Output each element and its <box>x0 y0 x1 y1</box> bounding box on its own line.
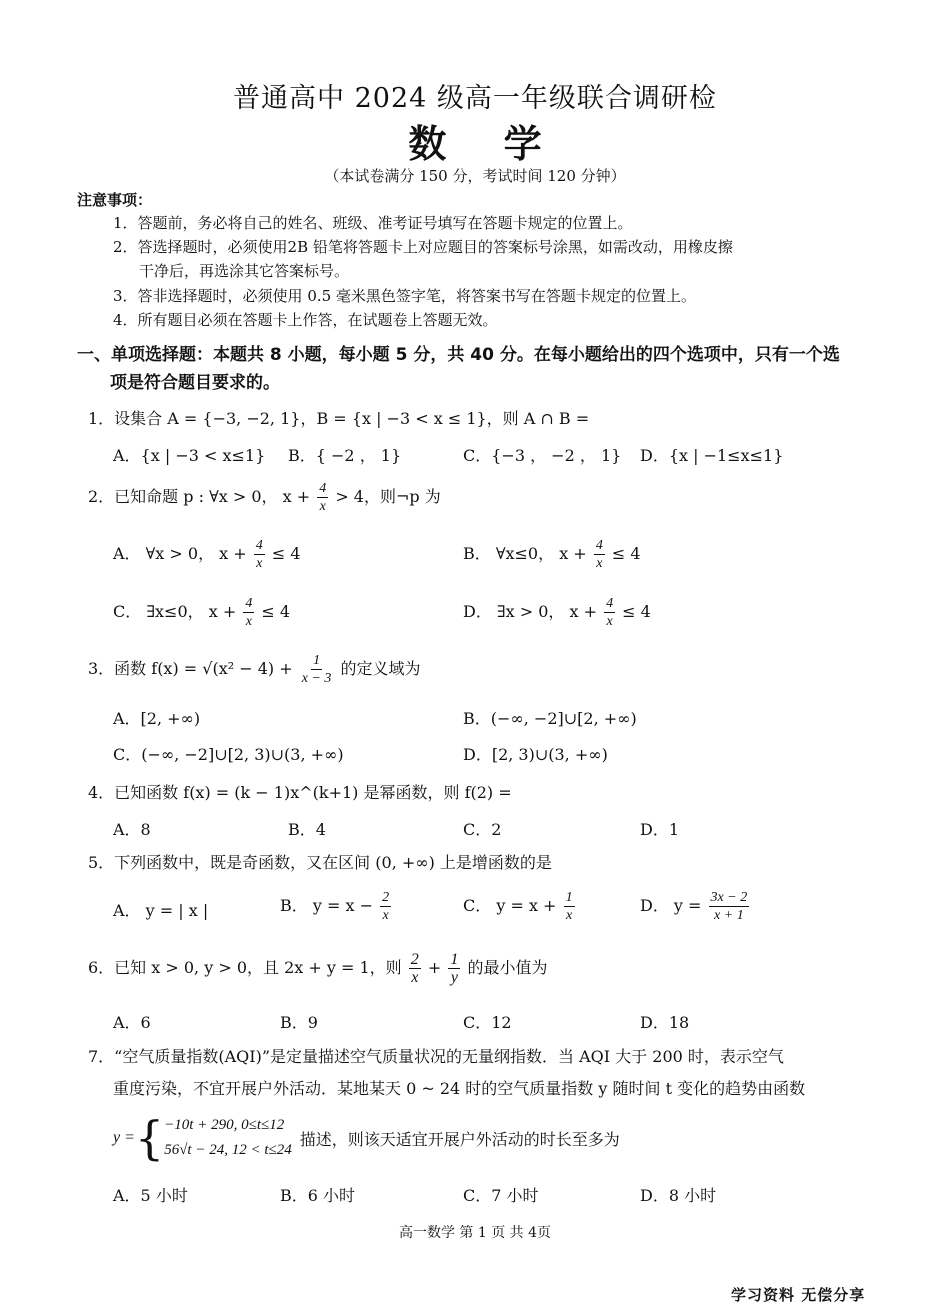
q3-stem-part: 的定义域为 <box>340 659 421 678</box>
option-fraction <box>604 595 615 630</box>
frac-numerator: 4 <box>606 596 614 611</box>
q6-stem-part: 的最小值为 <box>467 958 548 977</box>
q1-option-a: A．{x | −3 < x≤1} <box>113 446 266 465</box>
q6-fraction <box>409 951 421 986</box>
option-text: D． y = <box>640 896 702 915</box>
question-7-line: 重度污染，不宜开展户外活动．某地某天 0 ~ 24 时的空气质量指数 y 随时间 t 变化的趋势由函数 <box>113 1079 806 1098</box>
notice-item: 1．答题前，务必将自己的姓名、班级、准考证号填写在答题卡规定的位置上。 <box>113 214 633 232</box>
piecewise-case: 56√t − 24, 12 < t≤24 <box>164 1142 292 1158</box>
frac-numerator: 2 <box>410 951 419 968</box>
exam-note: （本试卷满分 150 分，考试时间 120 分钟） <box>324 167 626 185</box>
frac-denominator: x <box>256 556 263 571</box>
q3-option-d: D．[2, 3)∪(3, +∞) <box>463 745 608 764</box>
frac-denominator: x <box>565 908 573 923</box>
frac-denominator: x <box>245 614 252 629</box>
option-text: ≤ 4 <box>271 544 301 563</box>
q6-option-d: D．18 <box>640 1013 690 1032</box>
q2-option-a <box>113 537 301 572</box>
option-fraction <box>594 537 605 572</box>
q5-option-c <box>463 889 577 924</box>
option-text: A． ∀x > 0， x + <box>113 544 247 563</box>
q5-option-d <box>640 889 751 924</box>
q1-option-b: B．{ −2 ， 1} <box>288 446 402 465</box>
frac-denominator: y <box>450 969 458 986</box>
option-text: C． ∃x≤0， x + <box>113 602 237 621</box>
q4-option-d: D．1 <box>640 820 680 839</box>
question-5-stem: 5．下列函数中，既是奇函数，又在区间 (0, +∞) 上是增函数的是 <box>88 853 552 872</box>
frac-denominator: x <box>411 969 419 986</box>
q5-option-b <box>280 889 393 924</box>
q7-stem-tail: 描述，则该天适宜开展户外活动的时长至多为 <box>299 1129 620 1149</box>
q7-piecewise <box>113 1113 620 1163</box>
question-1-stem: 1．设集合 A = {−3, −2, 1}，B = {x | −3 < x ≤ 1}，则 A ∩ B = <box>88 409 590 428</box>
q6-option-c: C．12 <box>463 1013 512 1032</box>
question-7-line: 7．“空气质量指数(AQI)”是定量描述空气质量状况的无量纲指数．当 AQI 大于 200 时，表示空气 <box>88 1047 784 1066</box>
option-fraction <box>709 889 750 924</box>
frac-denominator: x <box>596 556 603 571</box>
frac-numerator: 4 <box>595 538 603 553</box>
q3-stem-part: 3．函数 f(x) = √(x² − 4) + <box>88 659 293 678</box>
q4-option-b: B．4 <box>288 820 326 839</box>
q2-option-b <box>463 537 641 572</box>
frac-numerator: 4 <box>255 538 263 553</box>
notice-item: 4．所有题目必须在答题卡上作答，在试题卷上答题无效。 <box>113 311 498 329</box>
question-2-stem <box>88 480 441 515</box>
q2-stem-part: 2．已知命题 p : ∀x > 0， x + <box>88 487 311 506</box>
option-fraction <box>243 595 254 630</box>
option-text: ≤ 4 <box>611 544 641 563</box>
q2-stem-part: > 4，则¬p 为 <box>335 487 441 506</box>
frac-numerator: 4 <box>319 481 327 496</box>
q7-option-a: A．5 小时 <box>113 1186 188 1205</box>
q6-option-b: B．9 <box>280 1013 318 1032</box>
option-fraction <box>380 889 391 924</box>
section-heading <box>77 341 877 397</box>
option-text: B． ∀x≤0， x + <box>463 544 587 563</box>
watermark-text: 学习资料 无偿分享 <box>731 1286 866 1304</box>
notice-item: 干净后，再选涂其它答案标号。 <box>139 262 350 280</box>
frac-numerator: 2 <box>382 890 390 905</box>
frac-numerator: 1 <box>313 653 321 668</box>
subject-title: 数 学 <box>408 121 564 166</box>
frac-numerator: 1 <box>450 951 459 968</box>
notice-item: 3．答非选择题时，必须使用 0.5 毫米黑色签字笔，将答案书写在答题卡规定的位置上。 <box>113 287 696 305</box>
frac-numerator: 1 <box>565 890 573 905</box>
option-text: D． ∃x > 0， x + <box>463 602 597 621</box>
exam-title: 普通高中 2024 级高一年级联合调研检 <box>233 83 717 114</box>
frac-numerator: 4 <box>245 596 253 611</box>
frac-denominator: x <box>606 614 613 629</box>
q2-option-c <box>113 595 290 630</box>
plus-sign: + <box>427 958 442 977</box>
q5-option-a: A． y = | x | <box>113 901 209 920</box>
option-text: B． y = x − <box>280 896 373 915</box>
q3-option-c: C．(−∞, −2]∪[2, 3)∪(3, +∞) <box>113 745 344 764</box>
q7-option-d: D．8 小时 <box>640 1186 717 1205</box>
q6-stem-part: 6．已知 x > 0, y > 0，且 2x + y = 1，则 <box>88 958 402 977</box>
notice-item: 2．答选择题时，必须使用2B 铅笔将答题卡上对应题目的答案标号涂黑，如需改动，用橡皮擦 <box>113 238 733 256</box>
q7-option-b: B．6 小时 <box>280 1186 356 1205</box>
q2-option-d <box>463 595 651 630</box>
section-heading-line: 项是符合题目要求的。 <box>110 373 280 393</box>
section-heading-line: 一、单项选择题：本题共 8 小题，每小题 5 分，共 40 分。在每小题给出的四个选项中，只有一个选 <box>77 345 840 365</box>
frac-denominator: x + 1 <box>714 908 744 923</box>
q6-fraction <box>448 951 460 986</box>
frac-denominator: x <box>319 499 326 514</box>
q3-option-b: B．(−∞, −2]∪[2, +∞) <box>463 709 637 728</box>
q1-option-d: D．{x | −1≤x≤1} <box>640 446 784 465</box>
q4-option-a: A．8 <box>113 820 151 839</box>
q4-option-c: C．2 <box>463 820 502 839</box>
piecewise-lhs: y = <box>113 1129 135 1146</box>
option-text: ≤ 4 <box>261 602 291 621</box>
q2-fraction <box>317 480 328 515</box>
frac-denominator: x <box>382 908 389 923</box>
left-brace-icon: { <box>134 1111 165 1165</box>
frac-numerator: 3x − 2 <box>710 890 748 905</box>
question-4-stem: 4．已知函数 f(x) = (k − 1)x^(k+1) 是幂函数，则 f(2) = <box>88 783 512 802</box>
piecewise-case: −10t + 290, 0≤t≤12 <box>164 1117 285 1133</box>
frac-denominator: x − 3 <box>301 671 332 686</box>
question-3-stem <box>88 652 421 687</box>
q1-option-c: C．{−3 ， −2 ， 1} <box>463 446 622 465</box>
q6-option-a: A．6 <box>113 1013 151 1032</box>
option-text: C． y = x + <box>463 896 557 915</box>
q3-fraction <box>300 652 334 687</box>
option-text: ≤ 4 <box>622 602 651 621</box>
page-footer: 高一数学 第 1 页 共 4页 <box>398 1225 552 1241</box>
piecewise-cases <box>164 1113 292 1163</box>
notice-heading: 注意事项： <box>77 191 153 209</box>
q3-option-a: A．[2, +∞) <box>113 709 201 728</box>
question-6-stem <box>88 951 547 986</box>
q7-option-c: C．7 小时 <box>463 1186 539 1205</box>
option-fraction <box>254 537 265 572</box>
option-fraction <box>564 889 575 924</box>
